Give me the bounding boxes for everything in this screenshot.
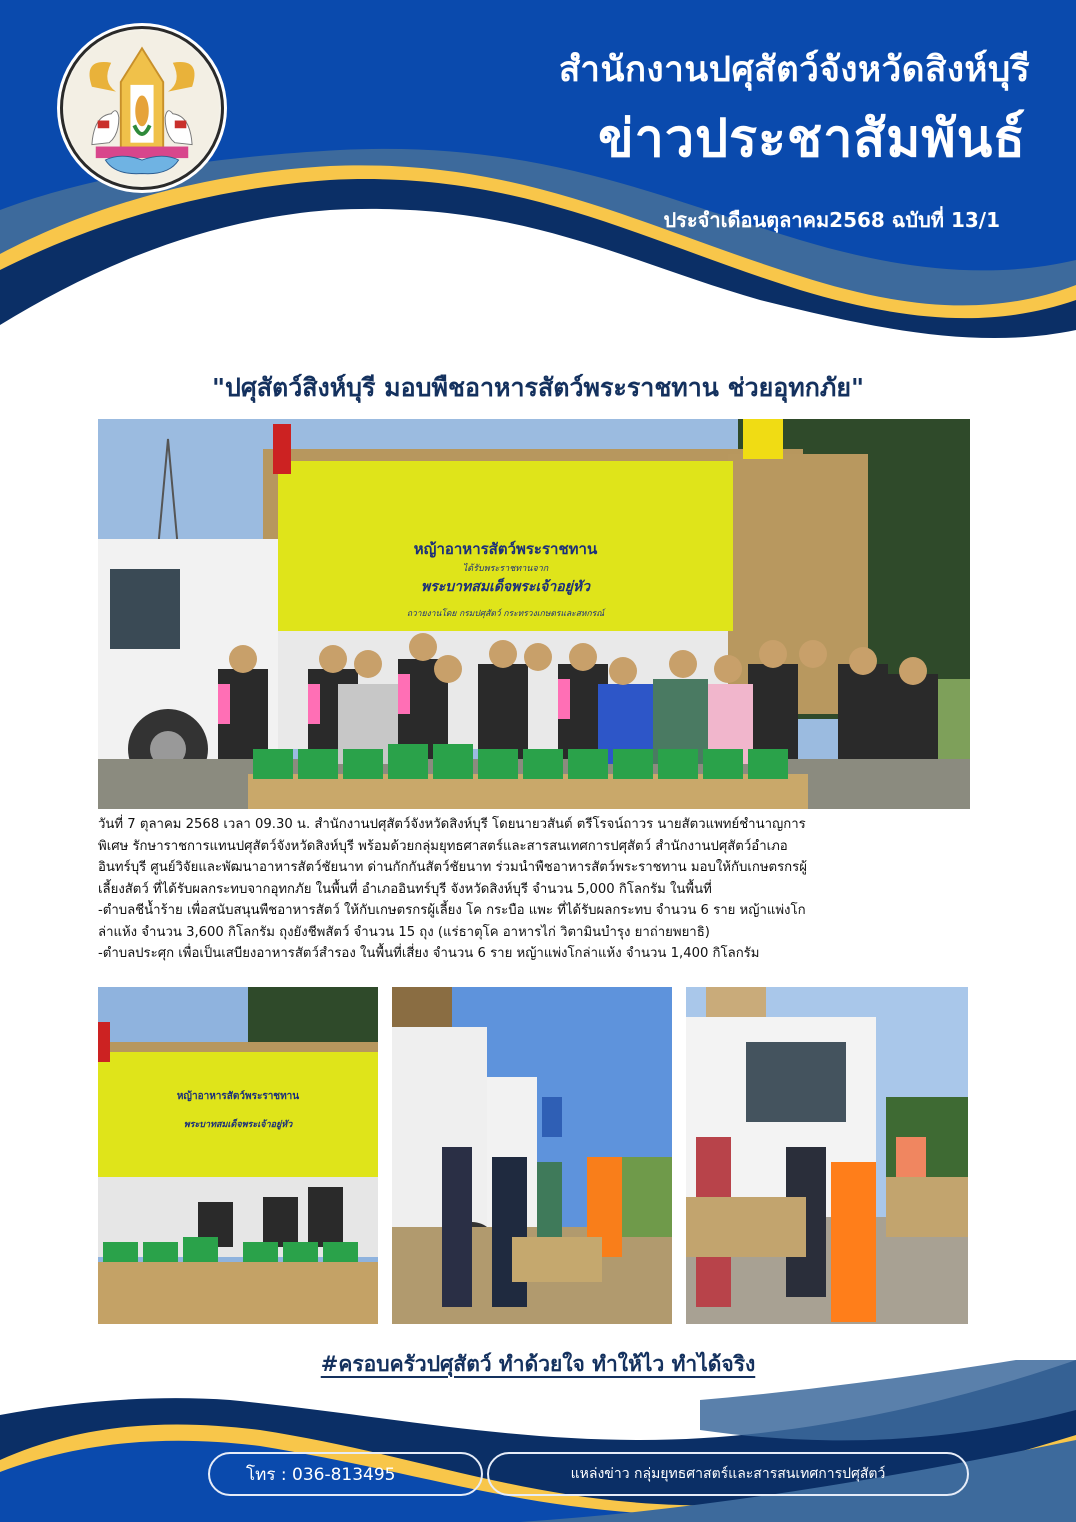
article-headline: "ปศุสัตว์สิงห์บุรี มอบพืชอาหารสัตว์พระราชทาน ช่วยอุทกภัย" bbox=[211, 373, 865, 402]
body-line: พิเศษ รักษาราชการแทนปศุสัตว์จังหวัดสิงห์บุรี พร้อมด้วยกลุ่มยุทธศาสตร์และสารสนเทศการปศุสัตว์ สำนักงานปศุสัตว์อำเภอ bbox=[98, 838, 788, 854]
article-body bbox=[98, 814, 978, 965]
body-line: ล่าแห้ง จำนวน 3,600 กิโลกรัม ถุงยังชีพสัตว์ จำนวน 15 ถุง (แร่ธาตุโค อาหารไก่ วิตามินบำรุง ยาถ่ายพยาธิ) bbox=[98, 924, 710, 940]
banner-subtitle: ได้รับพระราชทานจาก bbox=[462, 564, 549, 574]
banner-title: หญ้าอาหารสัตว์พระราชทาน bbox=[413, 540, 598, 558]
contact-phone bbox=[208, 1452, 483, 1496]
source-text: แหล่งข่าว กลุ่มยุทธศาสตร์และสารสนเทศการปศุสัตว์ bbox=[570, 1466, 886, 1482]
photo-illustration bbox=[686, 987, 968, 1324]
body-line: เลี้ยงสัตว์ ที่ได้รับผลกระทบจากอุทกภัย ในพื้นที่ อำเภออินทร์บุรี จังหวัดสิงห์บุรี จำนวน 5,000 กิโลกรัม ในพื้นที่ bbox=[98, 881, 712, 897]
news-source bbox=[487, 1452, 969, 1496]
body-line: วันที่ 7 ตุลาคม 2568 เวลา 09.30 น. สำนักงานปศุสัตว์จังหวัดสิงห์บุรี โดยนายวสันต์ ตรีโรจน์ถาวร นายสัตวแพทย์ชำนาญการ bbox=[98, 817, 806, 832]
campaign-hashtag: #ครอบครัวปศุสัตว์ ทำด้วยใจ ทำให้ไว ทำได้จริง bbox=[320, 1352, 756, 1376]
main-photo-handover-ceremony bbox=[98, 419, 970, 809]
body-line: -ตำบลชีน้ำร้าย เพื่อสนับสนุนพืชอาหารสัตว์ ให้กับเกษตรกรผู้เลี้ยง โค กระบือ แพะ ที่ได้รับผลกระทบ จำนวน 6 ราย หญ้าแพ่งโก bbox=[98, 903, 806, 918]
organization-name: สำนักงานปศุสัตว์จังหวัดสิงห์บุรี bbox=[558, 50, 1030, 90]
photo-illustration bbox=[98, 987, 378, 1324]
gallery-photo-carrying-hay bbox=[686, 987, 968, 1324]
banner-credit: ถวายงานโดย กรมปศุสัตว์ กระทรวงเกษตรและสหกรณ์ bbox=[406, 609, 605, 619]
emblem-icon bbox=[63, 29, 221, 187]
body-line: -ตำบลประศุก เพื่อเป็นเสบียงอาหารสัตว์สำรอง ในพื้นที่เสี่ยง จำนวน 6 ราย หญ้าแพ่งโกล่าแห้ง จำนวน 1,400 กิโลกรัม bbox=[98, 946, 760, 961]
body-line: อินทร์บุรี ศูนย์วิจัยและพัฒนาอาหารสัตว์ชัยนาท ด่านกักกันสัตว์ชัยนาท ร่วมนำพืชอาหารสัตว์พระราชทาน มอบให้กับเกษตรกรผู้ bbox=[98, 860, 807, 875]
footer-wave-background bbox=[0, 1360, 1076, 1522]
phone-text: โทร : 036-813495 bbox=[246, 1464, 396, 1485]
gallery-banner-title: หญ้าอาหารสัตว์พระราชทาน bbox=[176, 1091, 300, 1102]
photo-illustration bbox=[392, 987, 672, 1324]
department-emblem-logo bbox=[60, 26, 224, 190]
gallery-photo-unloading-hay bbox=[392, 987, 672, 1324]
banner-king-line: พระบาทสมเด็จพระเจ้าอยู่หัว bbox=[421, 579, 590, 595]
issue-line: ประจำเดือนตุลาคม2568 ฉบับที่ 13/1 bbox=[663, 208, 1000, 232]
gallery-banner-king-line: พระบาทสมเด็จพระเจ้าอยู่หัว bbox=[183, 1120, 293, 1130]
gallery-photo-banner-truck bbox=[98, 987, 378, 1324]
publication-title: ข่าวประชาสัมพันธ์ bbox=[598, 109, 1026, 169]
